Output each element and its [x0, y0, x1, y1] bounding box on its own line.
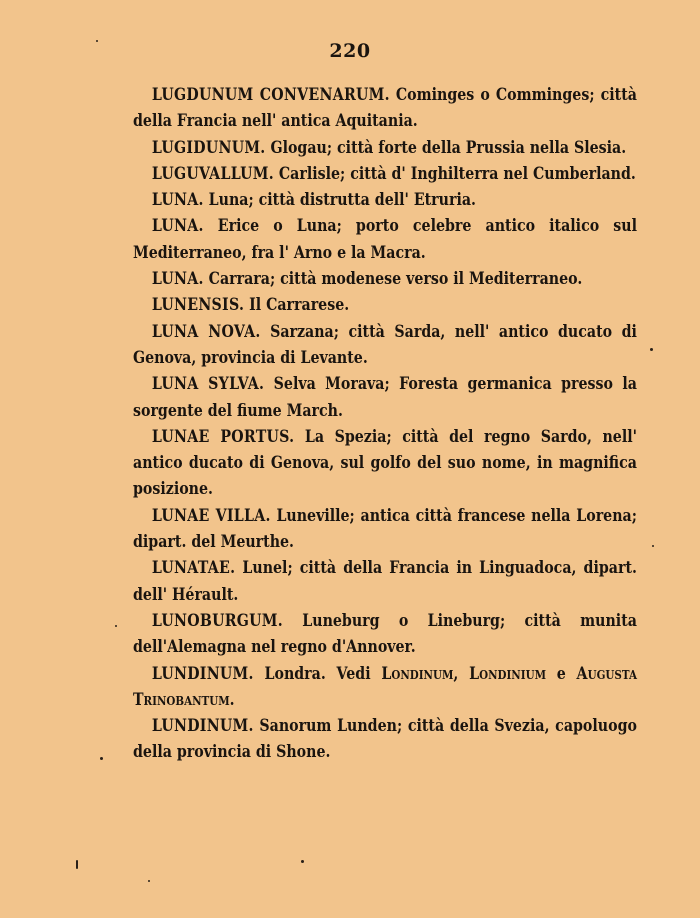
headword: LUNAE PORTUS. — [151, 426, 295, 446]
separator: e — [545, 663, 577, 683]
entry — [133, 319, 637, 372]
entry — [133, 608, 637, 661]
paper-speck — [96, 40, 98, 42]
separator: , — [453, 663, 470, 683]
page-number: 220 — [329, 40, 371, 62]
headword: LUNAE VILLA. — [151, 505, 271, 525]
definition: Selva Morava; Foresta germanica presso la sorgente del fiume March. — [133, 374, 637, 420]
entry — [133, 661, 637, 714]
definition: Londra. Vedi — [253, 663, 382, 683]
definition: Luneburg o Lineburg; città munita dell'Alemagna nel regno d'Annover. — [133, 610, 637, 657]
headword: LUGUVALLUM. — [151, 163, 274, 183]
definition: Carlisle; città d' Inghilterra nel Cumberland. — [273, 163, 636, 183]
headword: LUNA. — [151, 216, 204, 236]
terminator: . — [229, 689, 235, 709]
entry — [133, 371, 637, 424]
paper-speck — [76, 860, 78, 869]
entry — [133, 424, 637, 503]
definition: Sanorum Lunden; città della Svezia, capoluogo della provincia di Shone. — [133, 716, 637, 762]
definition: Luneville; antica città francese nella Lorena; dipart. del Meurthe. — [133, 505, 637, 552]
paper-speck — [115, 625, 117, 627]
cross-reference: Londinium — [469, 663, 546, 683]
entry — [133, 161, 637, 187]
headword: LUNA. — [151, 269, 204, 289]
entry — [133, 135, 637, 161]
headword: LUNDINUM. — [151, 663, 254, 683]
headword: LUNA SYLVA. — [151, 374, 265, 394]
entry — [133, 713, 637, 766]
definition: Glogau; città forte della Prussia nella Slesia. — [265, 137, 627, 157]
definition: Lunel; città della Francia in Linguadoca, dipart. dell' Hérault. — [133, 558, 637, 604]
headword: LUNA NOVA. — [151, 321, 261, 341]
paper-speck — [148, 880, 150, 882]
entry — [133, 187, 637, 213]
paper-speck — [652, 545, 654, 547]
entry — [133, 266, 637, 292]
headword: LUNDINUM. — [151, 716, 254, 736]
headword: LUNOBURGUM. — [151, 610, 283, 630]
headword: LUGDUNUM CONVENARUM. — [151, 85, 390, 104]
definition: Luna; città distrutta dell' Etruria. — [203, 190, 476, 210]
paper-speck — [301, 860, 304, 863]
definition: La Spezia; città del regno Sardo, nell' antico ducato di Genova, sul golfo del suo nome, in magnifica posizione. — [133, 426, 637, 499]
entry — [133, 213, 637, 266]
definition: Il Carrarese. — [244, 295, 350, 315]
dictionary-entries — [133, 82, 637, 766]
cross-reference: Londinum — [381, 663, 454, 683]
paper-speck — [100, 757, 103, 760]
headword: LUNENSIS. — [151, 295, 245, 315]
definition: Sarzana; città Sarda, nell' antico ducato di Genova, provincia di Levante. — [133, 321, 637, 367]
entry — [133, 82, 637, 135]
definition: Cominges o Comminges; città della Francia nell' antica Aquitania. — [133, 85, 637, 131]
entry — [133, 555, 637, 608]
headword: LUGIDUNUM. — [151, 137, 266, 157]
headword: LUNA. — [151, 190, 204, 210]
entry — [133, 503, 637, 556]
definition: Carrara; città modenese verso il Mediterraneo. — [203, 269, 583, 289]
definition: Erice o Luna; porto celebre antico italico sul Mediterraneo, fra l' Arno e la Macra. — [133, 216, 637, 262]
paper-speck — [650, 348, 653, 351]
entry — [133, 292, 637, 318]
cross-reference: Augusta Trinobantum — [133, 663, 637, 709]
headword: LUNATAE. — [151, 558, 236, 578]
